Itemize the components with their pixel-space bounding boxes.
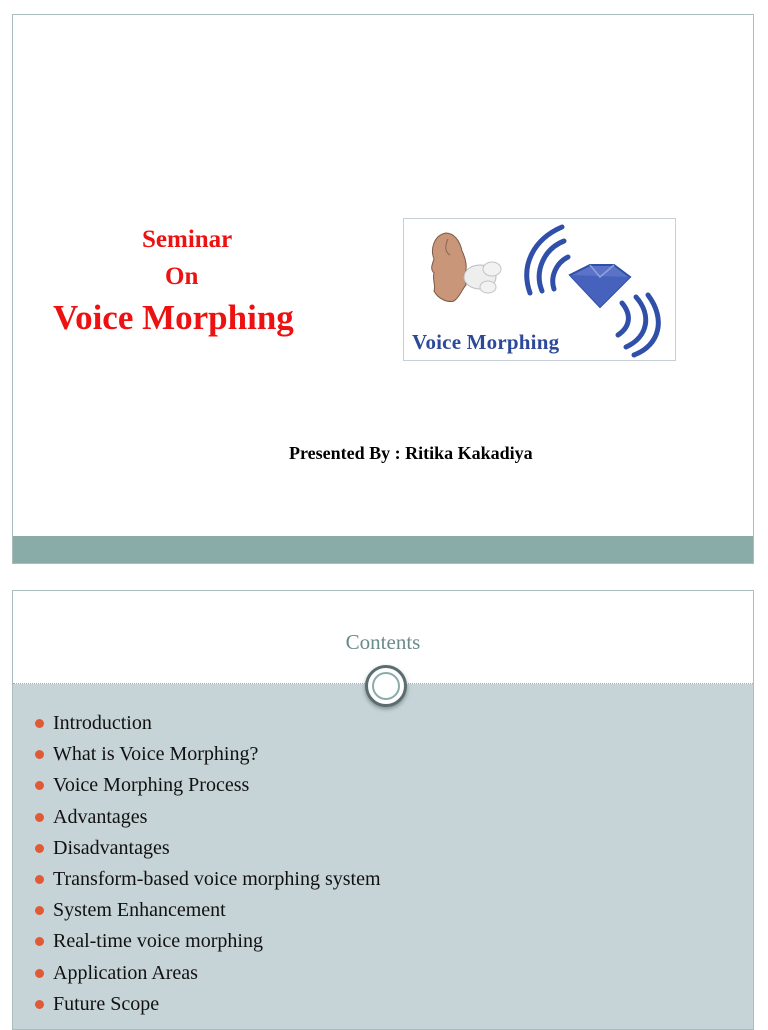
list-item-label: Voice Morphing Process: [53, 774, 250, 797]
logo-text: Voice Morphing: [412, 330, 560, 354]
bullet-icon: [35, 750, 44, 759]
list-item: [35, 709, 381, 740]
sound-wave-icon: [527, 227, 568, 293]
list-item-label: System Enhancement: [53, 899, 226, 922]
logo-illustration: [404, 219, 675, 360]
list-item: [35, 803, 381, 834]
circle-ornament-icon: [365, 665, 407, 707]
bullet-icon: [35, 969, 44, 978]
list-item: [35, 896, 381, 927]
list-item: [35, 771, 381, 802]
slide-footer-band: [13, 536, 753, 563]
list-item-label: Future Scope: [53, 992, 160, 1015]
bullet-icon: [35, 1000, 44, 1009]
contents-list: [35, 709, 381, 1021]
list-item-label: Disadvantages: [53, 836, 170, 859]
list-item-label: Advantages: [53, 805, 148, 828]
list-item-label: Real-time voice morphing: [53, 930, 263, 953]
bullet-icon: [35, 781, 44, 790]
diamond-icon: [570, 265, 630, 307]
list-item: [35, 927, 381, 958]
bullet-icon: [35, 813, 44, 822]
voice-morphing-logo: [403, 218, 676, 361]
title-slide: [12, 14, 754, 564]
title-seminar: Seminar: [142, 226, 233, 253]
title-on: On: [165, 263, 199, 290]
contents-title: Contents: [345, 630, 421, 654]
title-voice-morphing: Voice Morphing: [53, 298, 294, 337]
list-item-label: Introduction: [53, 712, 152, 734]
bullet-icon: [35, 906, 44, 915]
list-item-label: What is Voice Morphing?: [53, 743, 259, 766]
list-item: [35, 990, 381, 1021]
list-item: [35, 865, 381, 896]
contents-slide: [12, 590, 754, 1030]
list-item: [35, 959, 381, 990]
list-item-label: Application Areas: [53, 961, 198, 984]
face-icon: [432, 233, 466, 302]
presenter-name: Presented By : Ritika Kakadiya: [289, 443, 533, 463]
list-item-label: Transform-based voice morphing system: [53, 867, 381, 890]
bullet-icon: [35, 719, 44, 728]
bullet-icon: [35, 937, 44, 946]
list-item: [35, 834, 381, 865]
bullet-icon: [35, 844, 44, 853]
bullet-icon: [35, 875, 44, 884]
list-item: [35, 740, 381, 771]
